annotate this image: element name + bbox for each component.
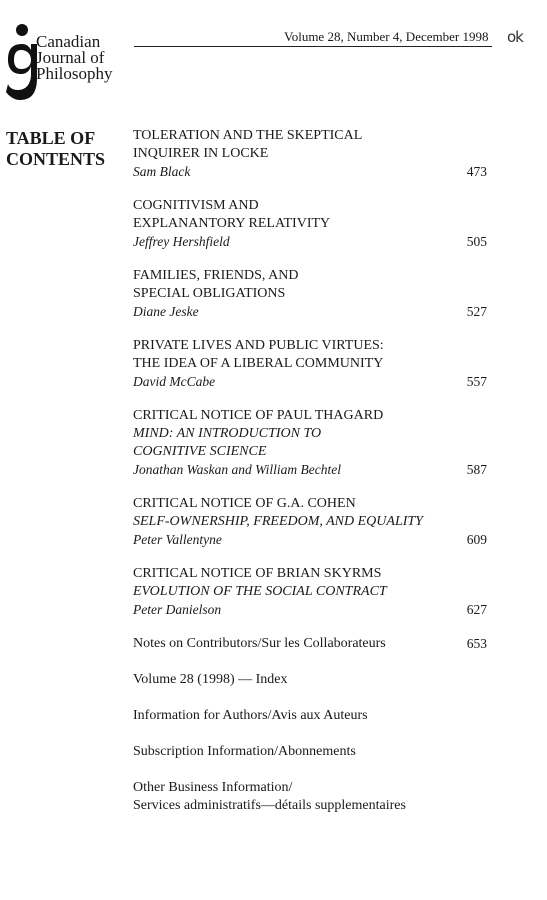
page-number: 609	[466, 532, 487, 547]
toc-heading	[6, 128, 105, 170]
page-number: 505	[466, 234, 487, 249]
toc-misc-entry	[133, 635, 493, 653]
page-number: 557	[466, 374, 487, 389]
page-number: 627	[466, 602, 487, 617]
journal-name-line: Philosophy	[36, 64, 113, 83]
article-title-line: TOLERATION AND THE SKEPTICAL	[133, 128, 363, 143]
article-title-line: PRIVATE LIVES AND PUBLIC VIRTUES:	[133, 338, 384, 353]
toc-entry	[133, 127, 493, 181]
page-number: 473	[466, 164, 487, 179]
misc-entry-text: Services administratifs—détails supplementaires	[133, 798, 406, 813]
article-title-line: FAMILIES, FRIENDS, AND	[133, 268, 299, 283]
article-title-line: INQUIRER IN LOCKE	[133, 146, 269, 161]
issue-info: Volume 28, Number 4, December 1998	[284, 29, 489, 44]
misc-entry-line	[133, 671, 493, 689]
toc-heading-line: TABLE OF	[6, 128, 96, 148]
article-title-line: SPECIAL OBLIGATIONS	[133, 286, 286, 301]
journal-name-line: Journal of	[36, 48, 105, 67]
reviewed-book-title-line: COGNITIVE SCIENCE	[133, 444, 267, 459]
article-author: Jeffrey Hershfield	[133, 234, 230, 249]
article-title-line: CRITICAL NOTICE OF PAUL THAGARD	[133, 408, 384, 423]
journal-name	[36, 34, 113, 82]
toc-entry	[133, 565, 493, 619]
handwritten-annotation: ok	[507, 28, 523, 46]
journal-logo	[4, 20, 134, 106]
article-title-line: CRITICAL NOTICE OF G.A. COHEN	[133, 496, 356, 511]
misc-entry-text: Notes on Contributors/Sur les Collaborateurs	[133, 636, 386, 651]
misc-entry-line	[133, 743, 493, 761]
article-title-line: CRITICAL NOTICE OF BRIAN SKYRMS	[133, 566, 382, 581]
toc-entry	[133, 495, 493, 549]
toc-misc-entry	[133, 743, 493, 761]
misc-entry-line	[133, 797, 493, 815]
misc-entry-line	[133, 779, 493, 797]
misc-entry-text: Volume 28 (1998) — Index	[133, 672, 288, 687]
reviewed-book-title-line: MIND: AN INTRODUCTION TO	[133, 426, 322, 441]
reviewed-book-title-line: EVOLUTION OF THE SOCIAL CONTRACT	[133, 584, 387, 599]
cjp-logo-icon	[4, 22, 38, 106]
article-title-line: THE IDEA OF A LIBERAL COMMUNITY	[133, 356, 384, 371]
toc-misc-entry	[133, 707, 493, 725]
toc-entry	[133, 267, 493, 321]
article-author: Peter Danielson	[133, 602, 222, 617]
misc-entry-text: Subscription Information/Abonnements	[133, 744, 356, 759]
toc-misc-entry	[133, 671, 493, 689]
article-title-line: COGNITIVISM AND	[133, 198, 259, 213]
misc-entry-line	[133, 707, 493, 725]
article-author: Diane Jeske	[133, 304, 199, 319]
article-author: Peter Vallentyne	[133, 532, 222, 547]
page-number: 527	[466, 304, 487, 319]
header-rule	[134, 46, 492, 47]
page-number: 653	[466, 636, 487, 651]
toc-entry	[133, 407, 493, 479]
page-number: 587	[466, 462, 487, 477]
misc-entry-text: Other Business Information/	[133, 780, 293, 795]
article-author: David McCabe	[133, 374, 216, 389]
misc-entry-text: Information for Authors/Avis aux Auteurs	[133, 708, 368, 723]
toc-heading-line: CONTENTS	[6, 149, 106, 169]
misc-entry-line	[133, 635, 493, 653]
article-author: Sam Black	[133, 164, 191, 179]
reviewed-book-title-line: SELF-OWNERSHIP, FREEDOM, AND EQUALITY	[133, 514, 423, 529]
toc-entry	[133, 197, 493, 251]
toc-entries	[133, 127, 493, 833]
toc-entry	[133, 337, 493, 391]
article-title-line: EXPLANANTORY RELATIVITY	[133, 216, 331, 231]
toc-misc-entry	[133, 779, 493, 815]
journal-name-line: Canadian	[36, 32, 101, 51]
article-author: Jonathan Waskan and William Bechtel	[133, 462, 341, 477]
